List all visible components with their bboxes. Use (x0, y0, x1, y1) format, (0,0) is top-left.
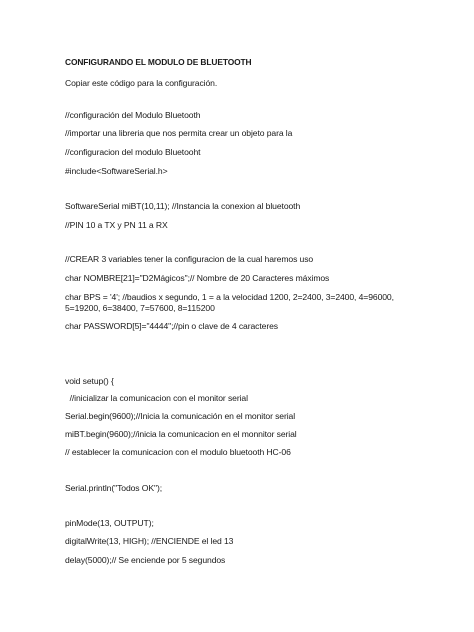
code-line: digitalWrite(13, HIGH); //ENCIENDE el led 13 (65, 536, 234, 546)
code-line: void setup() { (65, 376, 114, 386)
code-line: //configuracion del modulo Bluetooht (65, 147, 201, 157)
code-line: Serial.begin(9600);//Inicia la comunicación en el monitor serial (65, 411, 296, 421)
code-line: //inicializar la comunicacion con el monitor serial (65, 393, 248, 403)
code-line: Serial.println("Todos OK"); (65, 483, 163, 493)
code-line: miBT.begin(9600);//inicia la comunicacion en el monnitor serial (65, 429, 297, 439)
code-line: //importar una libreria que nos permita crear un objeto para la (65, 128, 293, 138)
intro-text: Copiar este código para la configuración. (65, 78, 218, 88)
code-line: pinMode(13, OUTPUT); (65, 518, 154, 528)
document-title: CONFIGURANDO EL MODULO DE BLUETOOTH (65, 57, 252, 67)
code-line: SoftwareSerial miBT(10,11); //Instancia la conexion al bluetooth (65, 201, 301, 211)
code-line: delay(5000);// Se enciende por 5 segundos (65, 555, 226, 565)
code-line: //CREAR 3 variables tener la configuracion de la cual haremos uso (65, 254, 314, 264)
code-line: #include<SoftwareSerial.h> (65, 166, 168, 176)
code-line: //configuración del Modulo Bluetooth (65, 110, 201, 120)
code-line: char PASSWORD[5]="4444";//pin o clave de 4 caracteres (65, 321, 278, 331)
code-line: //PIN 10 a TX y PN 11 a RX (65, 220, 168, 230)
code-line: char NOMBRE[21]="D2Mágicos";// Nombre de 20 Caracteres máximos (65, 273, 330, 283)
code-line: // establecer la comunicacion con el modulo bluetooth HC-06 (65, 447, 291, 457)
code-line: char BPS = '4'; //baudios x segundo, 1 = a la velocidad 1200, 2=2400, 3=2400, 4=96000, 5=19200, 6=38400, 7=57600, 8=115200 (65, 292, 394, 313)
